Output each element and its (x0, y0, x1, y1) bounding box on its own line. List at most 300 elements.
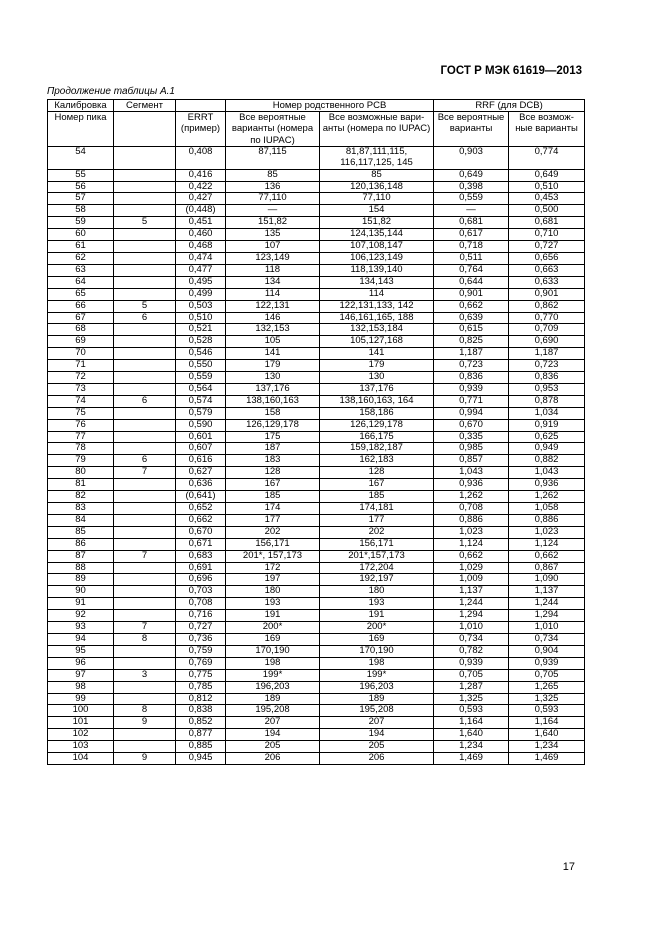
cell-pcb-probable: 126,129,178 (226, 419, 320, 431)
cell-rrf-probable: 0,559 (434, 193, 509, 205)
cell-pcb-possible: 205 (320, 741, 434, 753)
cell-pcb-probable: 174 (226, 503, 320, 515)
cell-pcb-possible: 194 (320, 729, 434, 741)
table-row (48, 717, 585, 729)
cell-rrf-possible: 0,949 (509, 443, 585, 455)
table-row (48, 324, 585, 336)
cell-peak-number: 97 (48, 669, 114, 681)
cell-rrf-probable: 1,244 (434, 598, 509, 610)
cell-pcb-probable: 194 (226, 729, 320, 741)
cell-peak-number: 95 (48, 645, 114, 657)
cell-errt: 0,670 (176, 526, 226, 538)
cell-peak-number: 66 (48, 300, 114, 312)
cell-rrf-probable: 0,939 (434, 383, 509, 395)
cell-errt: 0,616 (176, 455, 226, 467)
cell-pcb-probable: 85 (226, 169, 320, 181)
cell-rrf-possible: 0,867 (509, 562, 585, 574)
cell-pcb-possible: 198 (320, 657, 434, 669)
cell-pcb-probable: 198 (226, 657, 320, 669)
table-row (48, 383, 585, 395)
cell-peak-number: 70 (48, 348, 114, 360)
cell-pcb-possible: 120,136,148 (320, 181, 434, 193)
cell-rrf-probable: 0,670 (434, 419, 509, 431)
table-row (48, 146, 585, 169)
cell-segment (114, 205, 176, 217)
cell-peak-number: 78 (48, 443, 114, 455)
table-row (48, 288, 585, 300)
cell-rrf-probable: 0,782 (434, 645, 509, 657)
cell-segment (114, 264, 176, 276)
header-pcb-probable: Все вероятные варианты (номера по IUPAC) (226, 112, 320, 147)
table-row (48, 276, 585, 288)
cell-rrf-possible: 0,878 (509, 395, 585, 407)
cell-segment (114, 610, 176, 622)
cell-errt: 0,408 (176, 146, 226, 169)
cell-peak-number: 102 (48, 729, 114, 741)
cell-pcb-probable: 193 (226, 598, 320, 610)
cell-segment (114, 360, 176, 372)
table-body (48, 146, 585, 764)
cell-pcb-probable: 151,82 (226, 217, 320, 229)
cell-errt: (0,448) (176, 205, 226, 217)
cell-rrf-probable: 0,649 (434, 169, 509, 181)
cell-errt: 0,716 (176, 610, 226, 622)
cell-rrf-possible: 0,663 (509, 264, 585, 276)
cell-rrf-probable: 0,662 (434, 300, 509, 312)
cell-pcb-possible: 134,143 (320, 276, 434, 288)
cell-pcb-possible: 118,139,140 (320, 264, 434, 276)
cell-pcb-possible: 167 (320, 479, 434, 491)
document-code: ГОСТ Р МЭК 61619—2013 (440, 65, 582, 77)
cell-segment (114, 419, 176, 431)
header-empty (114, 112, 176, 147)
cell-errt: 0,427 (176, 193, 226, 205)
cell-pcb-possible: 151,82 (320, 217, 434, 229)
cell-peak-number: 91 (48, 598, 114, 610)
cell-pcb-possible: 158,186 (320, 407, 434, 419)
cell-pcb-possible: 138,160,163, 164 (320, 395, 434, 407)
cell-rrf-probable: 0,939 (434, 657, 509, 669)
cell-segment (114, 514, 176, 526)
cell-pcb-probable: 167 (226, 479, 320, 491)
cell-errt: 0,468 (176, 241, 226, 253)
cell-pcb-probable: 201*, 157,173 (226, 550, 320, 562)
cell-peak-number: 77 (48, 431, 114, 443)
cell-pcb-possible: 174,181 (320, 503, 434, 515)
cell-errt: 0,474 (176, 252, 226, 264)
cell-pcb-probable: 135 (226, 229, 320, 241)
cell-rrf-possible: 0,862 (509, 300, 585, 312)
cell-pcb-possible: 132,153,184 (320, 324, 434, 336)
cell-segment (114, 288, 176, 300)
cell-rrf-probable: 0,617 (434, 229, 509, 241)
cell-segment: 6 (114, 395, 176, 407)
cell-peak-number: 74 (48, 395, 114, 407)
cell-segment: 9 (114, 717, 176, 729)
cell-peak-number: 64 (48, 276, 114, 288)
cell-rrf-probable: 1,234 (434, 741, 509, 753)
cell-pcb-possible: 206 (320, 753, 434, 765)
cell-peak-number: 100 (48, 705, 114, 717)
table-row (48, 479, 585, 491)
cell-errt: 0,590 (176, 419, 226, 431)
cell-peak-number: 55 (48, 169, 114, 181)
cell-segment (114, 383, 176, 395)
cell-pcb-probable: 179 (226, 360, 320, 372)
cell-rrf-possible: 1,023 (509, 526, 585, 538)
cell-errt: 0,885 (176, 741, 226, 753)
cell-pcb-probable: 187 (226, 443, 320, 455)
table-row (48, 526, 585, 538)
cell-segment (114, 491, 176, 503)
table-row (48, 550, 585, 562)
cell-pcb-probable: 123,149 (226, 252, 320, 264)
cell-errt: 0,477 (176, 264, 226, 276)
cell-rrf-possible: 1,244 (509, 598, 585, 610)
cell-pcb-possible: 180 (320, 586, 434, 598)
table-row (48, 729, 585, 741)
cell-rrf-probable: 1,009 (434, 574, 509, 586)
cell-rrf-probable: 0,985 (434, 443, 509, 455)
cell-pcb-possible: 130 (320, 372, 434, 384)
cell-pcb-probable: 137,176 (226, 383, 320, 395)
cell-pcb-probable: 130 (226, 372, 320, 384)
cell-pcb-probable: 197 (226, 574, 320, 586)
cell-peak-number: 85 (48, 526, 114, 538)
table-row (48, 264, 585, 276)
cell-rrf-probable: 0,836 (434, 372, 509, 384)
cell-rrf-possible: 0,727 (509, 241, 585, 253)
cell-pcb-possible: 169 (320, 633, 434, 645)
cell-peak-number: 67 (48, 312, 114, 324)
cell-segment (114, 729, 176, 741)
cell-pcb-possible: 81,87,111,115, 116,117,125, 145 (320, 146, 434, 169)
cell-rrf-probable: 0,764 (434, 264, 509, 276)
header-pcb-possible: Все возможные вари-анты (номера по IUPAC) (320, 112, 434, 147)
cell-pcb-probable: 196,203 (226, 681, 320, 693)
header-related-pcb: Номер родственного PCB (226, 100, 434, 112)
cell-rrf-probable: 1,023 (434, 526, 509, 538)
cell-rrf-probable: 1,294 (434, 610, 509, 622)
cell-rrf-possible: 1,090 (509, 574, 585, 586)
cell-peak-number: 86 (48, 538, 114, 550)
cell-errt: 0,683 (176, 550, 226, 562)
cell-peak-number: 81 (48, 479, 114, 491)
cell-peak-number: 61 (48, 241, 114, 253)
cell-pcb-possible: 162,183 (320, 455, 434, 467)
cell-peak-number: 103 (48, 741, 114, 753)
cell-rrf-probable: 0,903 (434, 146, 509, 169)
cell-pcb-possible: 114 (320, 288, 434, 300)
table-row (48, 645, 585, 657)
cell-segment (114, 562, 176, 574)
cell-peak-number: 101 (48, 717, 114, 729)
cell-rrf-possible: 0,710 (509, 229, 585, 241)
cell-rrf-probable: 0,886 (434, 514, 509, 526)
cell-peak-number: 54 (48, 146, 114, 169)
cell-errt: 0,636 (176, 479, 226, 491)
cell-pcb-probable: 134 (226, 276, 320, 288)
cell-rrf-probable: 0,994 (434, 407, 509, 419)
header-empty (176, 100, 226, 112)
cell-segment (114, 503, 176, 515)
cell-errt: 0,564 (176, 383, 226, 395)
cell-pcb-probable: 199* (226, 669, 320, 681)
cell-rrf-possible: 0,836 (509, 372, 585, 384)
cell-pcb-probable: 205 (226, 741, 320, 753)
cell-pcb-possible: 202 (320, 526, 434, 538)
cell-peak-number: 58 (48, 205, 114, 217)
cell-rrf-possible: 0,656 (509, 252, 585, 264)
cell-segment (114, 372, 176, 384)
cell-rrf-possible: 1,265 (509, 681, 585, 693)
table-row (48, 217, 585, 229)
cell-peak-number: 80 (48, 467, 114, 479)
cell-rrf-probable: 0,771 (434, 395, 509, 407)
cell-errt: 0,838 (176, 705, 226, 717)
cell-pcb-possible: 195,208 (320, 705, 434, 717)
cell-pcb-probable: 170,190 (226, 645, 320, 657)
table-row (48, 503, 585, 515)
cell-errt: 0,662 (176, 514, 226, 526)
cell-pcb-possible: 124,135,144 (320, 229, 434, 241)
cell-peak-number: 98 (48, 681, 114, 693)
cell-peak-number: 60 (48, 229, 114, 241)
cell-pcb-probable: 177 (226, 514, 320, 526)
cell-peak-number: 83 (48, 503, 114, 515)
cell-rrf-possible: 0,901 (509, 288, 585, 300)
cell-rrf-probable: 0,593 (434, 705, 509, 717)
cell-pcb-possible: 199* (320, 669, 434, 681)
cell-errt: 0,528 (176, 336, 226, 348)
cell-segment: 7 (114, 467, 176, 479)
cell-pcb-probable: 200* (226, 622, 320, 634)
cell-rrf-possible: 1,124 (509, 538, 585, 550)
cell-rrf-possible: 0,681 (509, 217, 585, 229)
cell-rrf-possible: 0,625 (509, 431, 585, 443)
cell-pcb-probable: 158 (226, 407, 320, 419)
cell-rrf-probable: 1,010 (434, 622, 509, 634)
cell-rrf-possible: 1,137 (509, 586, 585, 598)
cell-rrf-possible: 0,734 (509, 633, 585, 645)
cell-pcb-possible: 179 (320, 360, 434, 372)
cell-peak-number: 63 (48, 264, 114, 276)
table-row (48, 491, 585, 503)
cell-rrf-possible: 0,705 (509, 669, 585, 681)
cell-rrf-probable: 1,640 (434, 729, 509, 741)
cell-segment (114, 193, 176, 205)
cell-rrf-possible: 1,640 (509, 729, 585, 741)
cell-errt: 0,877 (176, 729, 226, 741)
cell-pcb-possible: 193 (320, 598, 434, 610)
cell-errt: 0,703 (176, 586, 226, 598)
cell-rrf-probable: 0,662 (434, 550, 509, 562)
page-number: 17 (562, 861, 575, 873)
cell-errt: 0,499 (176, 288, 226, 300)
cell-segment: 7 (114, 622, 176, 634)
cell-rrf-probable: 0,644 (434, 276, 509, 288)
cell-peak-number: 75 (48, 407, 114, 419)
header-calibration: Калибровка (48, 100, 114, 112)
table-row (48, 419, 585, 431)
cell-errt: 0,708 (176, 598, 226, 610)
cell-segment (114, 526, 176, 538)
cell-rrf-probable: 0,734 (434, 633, 509, 645)
cell-segment (114, 336, 176, 348)
cell-errt: 0,769 (176, 657, 226, 669)
cell-pcb-probable: 206 (226, 753, 320, 765)
cell-errt: 0,416 (176, 169, 226, 181)
cell-errt: 0,627 (176, 467, 226, 479)
cell-peak-number: 99 (48, 693, 114, 705)
cell-rrf-possible: 0,770 (509, 312, 585, 324)
cell-errt: 0,852 (176, 717, 226, 729)
cell-errt: 0,945 (176, 753, 226, 765)
cell-rrf-probable: 1,137 (434, 586, 509, 598)
cell-rrf-probable: 0,681 (434, 217, 509, 229)
cell-rrf-probable: 1,325 (434, 693, 509, 705)
cell-errt: 0,503 (176, 300, 226, 312)
cell-peak-number: 92 (48, 610, 114, 622)
cell-peak-number: 88 (48, 562, 114, 574)
table-row (48, 395, 585, 407)
cell-rrf-possible: 1,058 (509, 503, 585, 515)
cell-pcb-probable: 202 (226, 526, 320, 538)
cell-rrf-probable: 1,469 (434, 753, 509, 765)
cell-peak-number: 71 (48, 360, 114, 372)
cell-rrf-possible: 0,936 (509, 479, 585, 491)
cell-rrf-possible: 0,662 (509, 550, 585, 562)
table-row (48, 252, 585, 264)
cell-segment (114, 741, 176, 753)
cell-rrf-possible: 0,690 (509, 336, 585, 348)
cell-rrf-probable: 1,164 (434, 717, 509, 729)
cell-pcb-probable: 180 (226, 586, 320, 598)
cell-pcb-probable: 169 (226, 633, 320, 645)
cell-rrf-possible: 0,633 (509, 276, 585, 288)
header-peak-number: Номер пика (48, 112, 114, 147)
cell-peak-number: 93 (48, 622, 114, 634)
cell-segment: 5 (114, 217, 176, 229)
cell-peak-number: 84 (48, 514, 114, 526)
cell-pcb-probable: 207 (226, 717, 320, 729)
cell-pcb-possible: 122,131,133, 142 (320, 300, 434, 312)
table-row (48, 610, 585, 622)
cell-segment (114, 681, 176, 693)
cell-rrf-possible: 0,953 (509, 383, 585, 395)
cell-pcb-probable: 114 (226, 288, 320, 300)
cell-rrf-possible: 1,262 (509, 491, 585, 503)
cell-pcb-possible: 156,171 (320, 538, 434, 550)
cell-errt: 0,601 (176, 431, 226, 443)
cell-pcb-possible: 201*,157,173 (320, 550, 434, 562)
cell-pcb-probable: 195,208 (226, 705, 320, 717)
cell-rrf-probable: 0,857 (434, 455, 509, 467)
cell-rrf-possible: 1,234 (509, 741, 585, 753)
cell-rrf-probable: — (434, 205, 509, 217)
table-row (48, 229, 585, 241)
cell-rrf-possible: 1,010 (509, 622, 585, 634)
cell-segment (114, 348, 176, 360)
cell-errt: 0,691 (176, 562, 226, 574)
table-row (48, 467, 585, 479)
cell-segment (114, 645, 176, 657)
table-row (48, 562, 585, 574)
cell-segment: 6 (114, 455, 176, 467)
header-rrf-probable: Все вероятные варианты (434, 112, 509, 147)
table-row (48, 181, 585, 193)
table-row (48, 169, 585, 181)
cell-segment (114, 693, 176, 705)
cell-peak-number: 69 (48, 336, 114, 348)
header-row-2 (48, 112, 585, 147)
table-row (48, 360, 585, 372)
cell-rrf-probable: 0,901 (434, 288, 509, 300)
cell-segment (114, 431, 176, 443)
cell-errt: 0,559 (176, 372, 226, 384)
cell-errt: 0,812 (176, 693, 226, 705)
cell-rrf-possible: 0,723 (509, 360, 585, 372)
table-row (48, 633, 585, 645)
cell-pcb-possible: 85 (320, 169, 434, 181)
table-row (48, 705, 585, 717)
cell-peak-number: 82 (48, 491, 114, 503)
cell-errt: 0,759 (176, 645, 226, 657)
table-row (48, 443, 585, 455)
cell-pcb-probable: 138,160,163 (226, 395, 320, 407)
table-row (48, 693, 585, 705)
cell-pcb-possible: 128 (320, 467, 434, 479)
cell-peak-number: 104 (48, 753, 114, 765)
cell-segment: 3 (114, 669, 176, 681)
table-row (48, 574, 585, 586)
cell-pcb-possible: 141 (320, 348, 434, 360)
cell-segment (114, 181, 176, 193)
cell-rrf-probable: 0,723 (434, 360, 509, 372)
cell-rrf-possible: 0,709 (509, 324, 585, 336)
cell-segment (114, 407, 176, 419)
cell-rrf-possible: 1,325 (509, 693, 585, 705)
cell-pcb-possible: 146,161,165, 188 (320, 312, 434, 324)
cell-pcb-probable: 185 (226, 491, 320, 503)
table-row (48, 657, 585, 669)
cell-rrf-probable: 0,615 (434, 324, 509, 336)
table-row (48, 586, 585, 598)
cell-rrf-probable: 0,335 (434, 431, 509, 443)
cell-pcb-probable: 87,115 (226, 146, 320, 169)
cell-pcb-possible: 185 (320, 491, 434, 503)
cell-peak-number: 65 (48, 288, 114, 300)
cell-pcb-probable: 128 (226, 467, 320, 479)
cell-peak-number: 72 (48, 372, 114, 384)
cell-pcb-possible: 196,203 (320, 681, 434, 693)
cell-rrf-possible: 0,510 (509, 181, 585, 193)
cell-segment (114, 241, 176, 253)
cell-rrf-probable: 0,718 (434, 241, 509, 253)
cell-pcb-probable: 175 (226, 431, 320, 443)
table-row (48, 455, 585, 467)
cell-segment: 7 (114, 550, 176, 562)
table-row (48, 407, 585, 419)
cell-peak-number: 68 (48, 324, 114, 336)
table-row (48, 598, 585, 610)
cell-segment: 8 (114, 705, 176, 717)
cell-rrf-possible: 0,774 (509, 146, 585, 169)
cell-segment: 5 (114, 300, 176, 312)
cell-peak-number: 62 (48, 252, 114, 264)
table-row (48, 681, 585, 693)
cell-pcb-possible: 107,108,147 (320, 241, 434, 253)
